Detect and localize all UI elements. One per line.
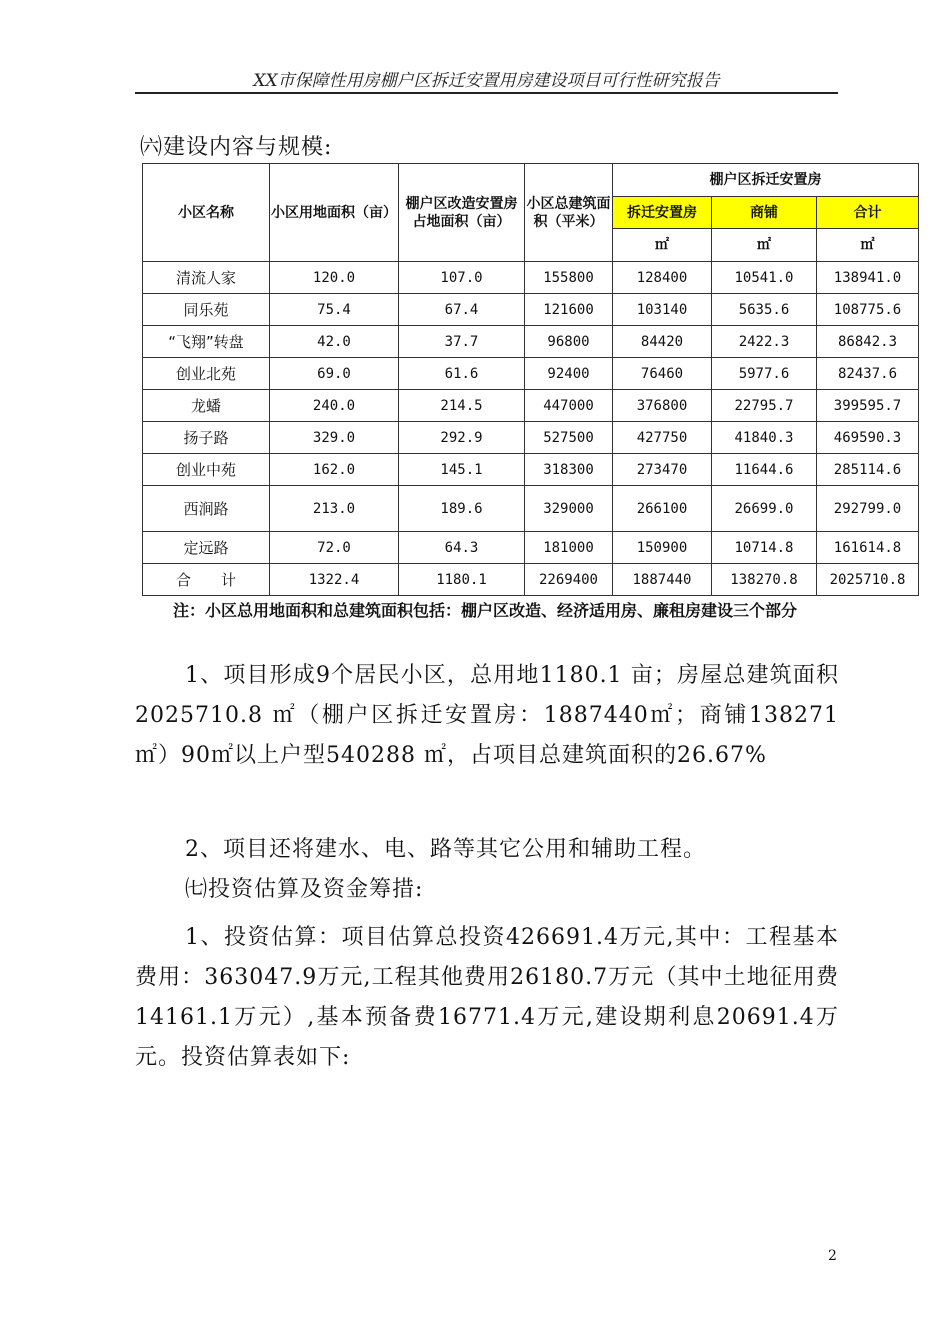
section-heading-investment: ㈦投资估算及资金筹措: — [185, 877, 424, 902]
header-shops: 商铺 — [712, 197, 817, 229]
cell-total: 285114.6 — [817, 454, 919, 486]
cell-shanty-land: 214.5 — [399, 390, 525, 422]
cell-name: 清流人家 — [143, 262, 270, 294]
cell-total-area: 92400 — [525, 358, 613, 390]
cell-shanty-land: 189.6 — [399, 486, 525, 532]
cell-total: 469590.3 — [817, 422, 919, 454]
table-row — [143, 486, 919, 532]
cell-name: 合 计 — [143, 564, 270, 596]
table-row — [143, 326, 919, 358]
cell-relocation: 1887440 — [613, 564, 712, 596]
cell-name: 定远路 — [143, 532, 270, 564]
paragraph-auxiliary-works: 2、项目还将建水、电、路等其它公用和辅助工程。 — [185, 837, 706, 862]
header-land-area: 小区用地面积（亩） — [270, 164, 399, 262]
cell-land-area: 213.0 — [270, 486, 399, 532]
table-row — [143, 454, 919, 486]
cell-relocation: 103140 — [613, 294, 712, 326]
cell-total: 108775.6 — [817, 294, 919, 326]
cell-shops: 26699.0 — [712, 486, 817, 532]
cell-land-area: 162.0 — [270, 454, 399, 486]
document-header-title: XX市保障性用房棚户区拆迁安置用房建设项目可行性研究报告 — [253, 71, 720, 91]
cell-shops: 138270.8 — [712, 564, 817, 596]
cell-shanty-land: 145.1 — [399, 454, 525, 486]
cell-relocation: 427750 — [613, 422, 712, 454]
cell-relocation: 273470 — [613, 454, 712, 486]
cell-shanty-land: 61.6 — [399, 358, 525, 390]
cell-shops: 5977.6 — [712, 358, 817, 390]
header-group: 棚户区拆迁安置房 — [613, 164, 919, 197]
table-total-row — [143, 564, 919, 596]
header-relocation: 拆迁安置房 — [613, 197, 712, 229]
cell-total-area: 447000 — [525, 390, 613, 422]
cell-shops: 10714.8 — [712, 532, 817, 564]
cell-land-area: 120.0 — [270, 262, 399, 294]
cell-total-area: 527500 — [525, 422, 613, 454]
cell-name: 龙蟠 — [143, 390, 270, 422]
cell-name: 创业北苑 — [143, 358, 270, 390]
paragraph-scale-summary: 1、项目形成9个居民小区，总用地1180.1 亩；房屋总建筑面积2025710.8 ㎡（棚户区拆迁安置房：1887440㎡；商铺138271㎡）90㎡以上户型540288 ㎡，占项目总建筑面积的26.67% — [135, 663, 839, 768]
cell-total-area: 329000 — [525, 486, 613, 532]
cell-total-area: 2269400 — [525, 564, 613, 596]
cell-shops: 10541.0 — [712, 262, 817, 294]
table-note: 注：小区总用地面积和总建筑面积包括：棚户区改造、经济适用房、廉租房建设三个部分 — [173, 601, 798, 620]
cell-total: 2025710.8 — [817, 564, 919, 596]
paragraph-investment-estimate: 1、投资估算：项目估算总投资426691.4万元,其中：工程基本费用：363047.9万元,工程其他费用26180.7万元（其中土地征用费14161.1万元）,基本预备费16771.4万元,建设期利息20691.4万元。投资估算表如下: — [135, 925, 839, 1070]
table-header-row — [143, 164, 919, 197]
cell-shanty-land: 107.0 — [399, 262, 525, 294]
cell-relocation: 84420 — [613, 326, 712, 358]
table-row — [143, 532, 919, 564]
table-row — [143, 262, 919, 294]
cell-shanty-land: 37.7 — [399, 326, 525, 358]
cell-land-area: 69.0 — [270, 358, 399, 390]
header-rule — [135, 92, 838, 94]
cell-shops: 22795.7 — [712, 390, 817, 422]
cell-total-area: 96800 — [525, 326, 613, 358]
cell-land-area: 240.0 — [270, 390, 399, 422]
cell-relocation: 128400 — [613, 262, 712, 294]
header-name: 小区名称 — [143, 164, 270, 262]
header-shanty-land: 棚户区改造安置房占地面积（亩） — [399, 164, 525, 262]
cell-total: 82437.6 — [817, 358, 919, 390]
cell-shanty-land: 64.3 — [399, 532, 525, 564]
header-total: 合计 — [817, 197, 919, 229]
cell-total: 161614.8 — [817, 532, 919, 564]
table-row — [143, 390, 919, 422]
cell-shanty-land: 67.4 — [399, 294, 525, 326]
cell-relocation: 376800 — [613, 390, 712, 422]
cell-total-area: 121600 — [525, 294, 613, 326]
cell-total-area: 318300 — [525, 454, 613, 486]
unit-cell: ㎡ — [712, 229, 817, 262]
cell-name: 创业中苑 — [143, 454, 270, 486]
cell-name: 同乐苑 — [143, 294, 270, 326]
cell-shanty-land: 292.9 — [399, 422, 525, 454]
cell-name: 西涧路 — [143, 486, 270, 532]
cell-total: 399595.7 — [817, 390, 919, 422]
construction-scale-table — [142, 163, 919, 596]
cell-shops: 5635.6 — [712, 294, 817, 326]
cell-relocation: 266100 — [613, 486, 712, 532]
cell-total-area: 181000 — [525, 532, 613, 564]
cell-relocation: 150900 — [613, 532, 712, 564]
cell-land-area: 329.0 — [270, 422, 399, 454]
cell-relocation: 76460 — [613, 358, 712, 390]
cell-land-area: 75.4 — [270, 294, 399, 326]
cell-total: 86842.3 — [817, 326, 919, 358]
header-total-area: 小区总建筑面积（平米） — [525, 164, 613, 262]
cell-shops: 11644.6 — [712, 454, 817, 486]
cell-land-area: 42.0 — [270, 326, 399, 358]
cell-shanty-land: 1180.1 — [399, 564, 525, 596]
table-row — [143, 294, 919, 326]
table-row — [143, 358, 919, 390]
unit-cell: ㎡ — [817, 229, 919, 262]
page-number: 2 — [828, 1248, 837, 1264]
cell-total-area: 155800 — [525, 262, 613, 294]
table-row — [143, 422, 919, 454]
cell-total: 138941.0 — [817, 262, 919, 294]
section-heading: ㈥建设内容与规模: — [140, 135, 333, 160]
cell-land-area: 72.0 — [270, 532, 399, 564]
cell-name: 扬子路 — [143, 422, 270, 454]
cell-shops: 2422.3 — [712, 326, 817, 358]
cell-shops: 41840.3 — [712, 422, 817, 454]
cell-name: “飞翔”转盘 — [143, 326, 270, 358]
cell-land-area: 1322.4 — [270, 564, 399, 596]
unit-cell: ㎡ — [613, 229, 712, 262]
cell-total: 292799.0 — [817, 486, 919, 532]
